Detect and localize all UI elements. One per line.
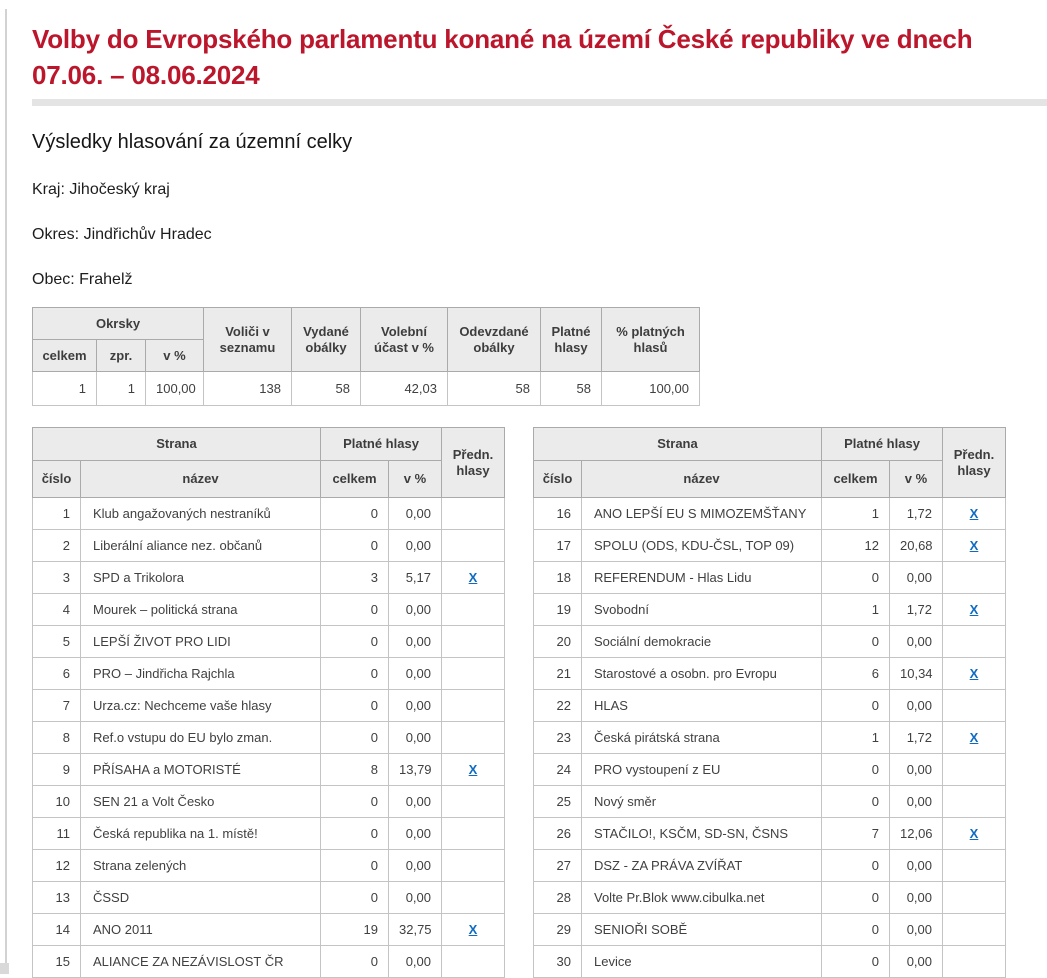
party-table-left [32, 427, 505, 978]
party-votes-pct: 0,00 [890, 562, 943, 594]
party-votes-total: 1 [822, 722, 890, 754]
party-pref-cell [442, 594, 505, 626]
party-votes-pct: 0,00 [890, 882, 943, 914]
party-votes-pct: 0,00 [890, 914, 943, 946]
pref-votes-link[interactable]: X [468, 570, 478, 585]
page-content [32, 0, 1047, 978]
region-line-kraj [32, 180, 1047, 199]
pref-votes-link[interactable]: X [468, 922, 478, 937]
region-value: Jihočeský kraj [69, 181, 170, 198]
party-votes-total: 7 [822, 818, 890, 850]
party-name: REFERENDUM - Hlas Lidu [582, 562, 822, 594]
party-row [33, 914, 505, 946]
party-votes-total: 0 [321, 690, 389, 722]
party-votes-total: 0 [321, 530, 389, 562]
party-pref-cell [442, 626, 505, 658]
party-name: SENIOŘI SOBĚ [582, 914, 822, 946]
party-number: 9 [33, 754, 81, 786]
party-votes-pct: 10,34 [890, 658, 943, 690]
party-votes-total: 0 [822, 754, 890, 786]
party-votes-pct: 0,00 [389, 498, 442, 530]
party-row [33, 530, 505, 562]
party-number: 12 [33, 850, 81, 882]
party-pref-cell [943, 562, 1006, 594]
party-name: Volte Pr.Blok www.cibulka.net [582, 882, 822, 914]
party-pref-cell [442, 914, 505, 946]
party-pref-cell [442, 946, 505, 978]
party-row [33, 754, 505, 786]
region-value: Frahelž [79, 271, 133, 288]
header-okrsky-zpr: zpr. [97, 340, 146, 372]
party-row [33, 882, 505, 914]
party-pref-cell [442, 818, 505, 850]
pref-votes-link[interactable]: X [969, 602, 979, 617]
party-name: Mourek – politická strana [81, 594, 321, 626]
party-row [534, 530, 1006, 562]
party-pref-cell [442, 498, 505, 530]
party-row [33, 594, 505, 626]
party-votes-total: 0 [321, 626, 389, 658]
party-name: PRO vystoupení z EU [582, 754, 822, 786]
party-row [534, 498, 1006, 530]
party-votes-total: 3 [321, 562, 389, 594]
party-votes-pct: 12,06 [890, 818, 943, 850]
party-votes-total: 0 [822, 882, 890, 914]
party-votes-total: 0 [321, 786, 389, 818]
party-name: Urza.cz: Nechceme vaše hlasy [81, 690, 321, 722]
party-number: 22 [534, 690, 582, 722]
party-votes-pct: 0,00 [890, 786, 943, 818]
header-cislo: číslo [534, 461, 582, 498]
header-okrsky-celkem: celkem [33, 340, 97, 372]
party-pref-cell [442, 786, 505, 818]
volebni-ucast-value: 42,03 [361, 372, 448, 406]
party-number: 5 [33, 626, 81, 658]
header-okrsky-vpct: v % [146, 340, 204, 372]
party-row [534, 722, 1006, 754]
party-votes-pct: 1,72 [890, 722, 943, 754]
party-number: 19 [534, 594, 582, 626]
party-pref-cell [943, 530, 1006, 562]
party-votes-pct: 0,00 [890, 946, 943, 978]
party-votes-total: 0 [822, 562, 890, 594]
party-votes-pct: 0,00 [890, 754, 943, 786]
party-pref-cell [943, 882, 1006, 914]
party-votes-pct: 13,79 [389, 754, 442, 786]
party-number: 26 [534, 818, 582, 850]
party-votes-total: 0 [822, 690, 890, 722]
party-table-right [533, 427, 1006, 978]
party-number: 29 [534, 914, 582, 946]
party-number: 21 [534, 658, 582, 690]
turnout-summary-table [32, 307, 700, 406]
header-volebni-ucast: Volební účast v % [361, 308, 448, 372]
header-volici-v-seznamu: Voliči v seznamu [204, 308, 292, 372]
party-pref-cell [943, 626, 1006, 658]
party-votes-pct: 0,00 [389, 626, 442, 658]
page-title-line1: Volby do Evropského parlamentu konané na území České republiky ve dnech [32, 24, 973, 54]
party-votes-pct: 0,00 [389, 658, 442, 690]
party-number: 13 [33, 882, 81, 914]
party-name: DSZ - ZA PRÁVA ZVÍŘAT [582, 850, 822, 882]
party-row [534, 754, 1006, 786]
party-pref-cell [442, 882, 505, 914]
divider [32, 99, 1047, 106]
party-row [33, 722, 505, 754]
party-number: 14 [33, 914, 81, 946]
party-pref-cell [943, 690, 1006, 722]
party-number: 15 [33, 946, 81, 978]
party-row [33, 658, 505, 690]
party-votes-total: 0 [321, 946, 389, 978]
party-pref-cell [943, 818, 1006, 850]
party-name: Ref.o vstupu do EU bylo zman. [81, 722, 321, 754]
party-pref-cell [442, 754, 505, 786]
party-name: SPD a Trikolora [81, 562, 321, 594]
party-number: 27 [534, 850, 582, 882]
party-number: 2 [33, 530, 81, 562]
party-votes-pct: 0,00 [389, 594, 442, 626]
party-name: ANO LEPŠÍ EU S MIMOZEMŠŤANY [582, 498, 822, 530]
party-row [33, 818, 505, 850]
party-number: 18 [534, 562, 582, 594]
party-name: Česká republika na 1. místě! [81, 818, 321, 850]
party-votes-pct: 32,75 [389, 914, 442, 946]
party-number: 7 [33, 690, 81, 722]
party-votes-total: 0 [822, 626, 890, 658]
party-number: 10 [33, 786, 81, 818]
party-votes-total: 0 [321, 850, 389, 882]
party-row [534, 562, 1006, 594]
section-title: Výsledky hlasování za územní celky [32, 131, 353, 153]
party-pref-cell [943, 850, 1006, 882]
header-predn-hlasy: Předn. hlasy [943, 428, 1006, 498]
party-votes-total: 0 [321, 722, 389, 754]
party-votes-total: 1 [822, 498, 890, 530]
party-pref-cell [442, 722, 505, 754]
pref-votes-link[interactable]: X [969, 666, 979, 681]
header-platne-hlasy: Platné hlasy [321, 428, 442, 461]
party-name: Klub angažovaných nestraníků [81, 498, 321, 530]
party-name: HLAS [582, 690, 822, 722]
region-label: Okres: [32, 226, 80, 243]
party-number: 30 [534, 946, 582, 978]
header-okrsky: Okrsky [33, 308, 204, 340]
party-name: Nový směr [582, 786, 822, 818]
summary-row [33, 372, 700, 406]
party-votes-pct: 0,00 [389, 946, 442, 978]
party-number: 24 [534, 754, 582, 786]
party-row [534, 658, 1006, 690]
party-votes-total: 12 [822, 530, 890, 562]
header-celkem: celkem [822, 461, 890, 498]
party-votes-pct: 1,72 [890, 498, 943, 530]
party-votes-pct: 0,00 [890, 626, 943, 658]
party-votes-total: 0 [321, 882, 389, 914]
party-votes-total: 0 [822, 850, 890, 882]
party-name: ČSSD [81, 882, 321, 914]
pref-votes-link[interactable]: X [969, 506, 979, 521]
party-row [534, 594, 1006, 626]
party-number: 20 [534, 626, 582, 658]
okrsky-vpct-value: 100,00 [146, 372, 204, 406]
header-strana: Strana [534, 428, 822, 461]
header-platne-hlasy: Platné hlasy [822, 428, 943, 461]
party-name: LEPŠÍ ŽIVOT PRO LIDI [81, 626, 321, 658]
party-row [534, 786, 1006, 818]
party-votes-pct: 0,00 [389, 786, 442, 818]
party-votes-pct: 0,00 [389, 850, 442, 882]
party-row [33, 498, 505, 530]
pref-votes-link[interactable]: X [969, 826, 979, 841]
party-votes-pct: 0,00 [389, 530, 442, 562]
okrsky-zpr-value: 1 [97, 372, 146, 406]
party-number: 16 [534, 498, 582, 530]
header-odevzdane-obalky: Odevzdané obálky [448, 308, 541, 372]
party-number: 25 [534, 786, 582, 818]
party-votes-total: 0 [822, 946, 890, 978]
page-edge [5, 9, 7, 974]
party-row [534, 818, 1006, 850]
party-name: ALIANCE ZA NEZÁVISLOST ČR [81, 946, 321, 978]
header-celkem: celkem [321, 461, 389, 498]
party-row [33, 626, 505, 658]
party-votes-pct: 0,00 [389, 690, 442, 722]
party-pref-cell [442, 658, 505, 690]
platne-hlasy-value: 58 [541, 372, 602, 406]
region-label: Obec: [32, 271, 75, 288]
page-title-line2: 07.06. – 08.06.2024 [32, 60, 260, 90]
party-number: 4 [33, 594, 81, 626]
party-row [534, 914, 1006, 946]
party-name: SPOLU (ODS, KDU-ČSL, TOP 09) [582, 530, 822, 562]
party-pref-cell [943, 754, 1006, 786]
party-votes-total: 0 [321, 498, 389, 530]
volici-v-seznamu-value: 138 [204, 372, 292, 406]
party-votes-pct: 0,00 [890, 690, 943, 722]
party-number: 1 [33, 498, 81, 530]
region-value: Jindřichův Hradec [83, 226, 212, 243]
header-platne-hlasy: Platné hlasy [541, 308, 602, 372]
party-votes-total: 0 [822, 786, 890, 818]
party-row [33, 562, 505, 594]
party-number: 23 [534, 722, 582, 754]
party-votes-pct: 0,00 [389, 818, 442, 850]
party-name: PRO – Jindřicha Rajchla [81, 658, 321, 690]
pct-platnych-hlasu-value: 100,00 [602, 372, 700, 406]
header-vpct: v % [389, 461, 442, 498]
party-votes-pct: 0,00 [890, 850, 943, 882]
party-row [33, 946, 505, 978]
party-votes-total: 0 [321, 594, 389, 626]
vydane-obalky-value: 58 [292, 372, 361, 406]
party-votes-pct: 0,00 [389, 882, 442, 914]
party-row [534, 626, 1006, 658]
party-number: 6 [33, 658, 81, 690]
party-pref-cell [943, 658, 1006, 690]
party-votes-pct: 1,72 [890, 594, 943, 626]
pref-votes-link[interactable]: X [969, 730, 979, 745]
party-name: ANO 2011 [81, 914, 321, 946]
pref-votes-link[interactable]: X [969, 538, 979, 553]
party-votes-total: 0 [822, 914, 890, 946]
party-number: 8 [33, 722, 81, 754]
party-pref-cell [442, 562, 505, 594]
party-number: 11 [33, 818, 81, 850]
party-pref-cell [943, 722, 1006, 754]
page-title [32, 0, 1047, 93]
pref-votes-link[interactable]: X [468, 762, 478, 777]
party-name: STAČILO!, KSČM, SD-SN, ČSNS [582, 818, 822, 850]
party-row [534, 946, 1006, 978]
party-row [33, 850, 505, 882]
party-pref-cell [943, 594, 1006, 626]
party-name: Levice [582, 946, 822, 978]
party-row [534, 690, 1006, 722]
party-name: Liberální aliance nez. občanů [81, 530, 321, 562]
party-name: SEN 21 a Volt Česko [81, 786, 321, 818]
scrollbar-corner [0, 963, 9, 974]
party-row [33, 786, 505, 818]
party-votes-total: 1 [822, 594, 890, 626]
party-votes-total: 0 [321, 658, 389, 690]
region-line-okres [32, 225, 1047, 244]
party-name: Strana zelených [81, 850, 321, 882]
region-line-obec [32, 270, 1047, 289]
header-vpct: v % [890, 461, 943, 498]
party-number: 3 [33, 562, 81, 594]
party-votes-total: 19 [321, 914, 389, 946]
header-vydane-obalky: Vydané obálky [292, 308, 361, 372]
header-nazev: název [582, 461, 822, 498]
party-results-section [32, 427, 1047, 978]
party-name: PŘÍSAHA a MOTORISTÉ [81, 754, 321, 786]
party-pref-cell [943, 946, 1006, 978]
party-number: 28 [534, 882, 582, 914]
region-label: Kraj: [32, 181, 65, 198]
party-name: Česká pirátská strana [582, 722, 822, 754]
party-pref-cell [943, 914, 1006, 946]
odevzdane-obalky-value: 58 [448, 372, 541, 406]
party-pref-cell [442, 530, 505, 562]
party-row [33, 690, 505, 722]
header-strana: Strana [33, 428, 321, 461]
party-row [534, 882, 1006, 914]
party-name: Sociální demokracie [582, 626, 822, 658]
party-votes-pct: 5,17 [389, 562, 442, 594]
party-number: 17 [534, 530, 582, 562]
party-votes-total: 8 [321, 754, 389, 786]
party-votes-pct: 0,00 [389, 722, 442, 754]
header-nazev: název [81, 461, 321, 498]
header-pct-platnych-hlasu: % platných hlasů [602, 308, 700, 372]
party-votes-total: 6 [822, 658, 890, 690]
party-row [534, 850, 1006, 882]
okrsky-celkem-value: 1 [33, 372, 97, 406]
header-cislo: číslo [33, 461, 81, 498]
party-pref-cell [442, 690, 505, 722]
party-pref-cell [943, 786, 1006, 818]
party-pref-cell [943, 498, 1006, 530]
header-predn-hlasy: Předn. hlasy [442, 428, 505, 498]
party-name: Starostové a osobn. pro Evropu [582, 658, 822, 690]
party-votes-pct: 20,68 [890, 530, 943, 562]
party-name: Svobodní [582, 594, 822, 626]
party-votes-total: 0 [321, 818, 389, 850]
party-pref-cell [442, 850, 505, 882]
